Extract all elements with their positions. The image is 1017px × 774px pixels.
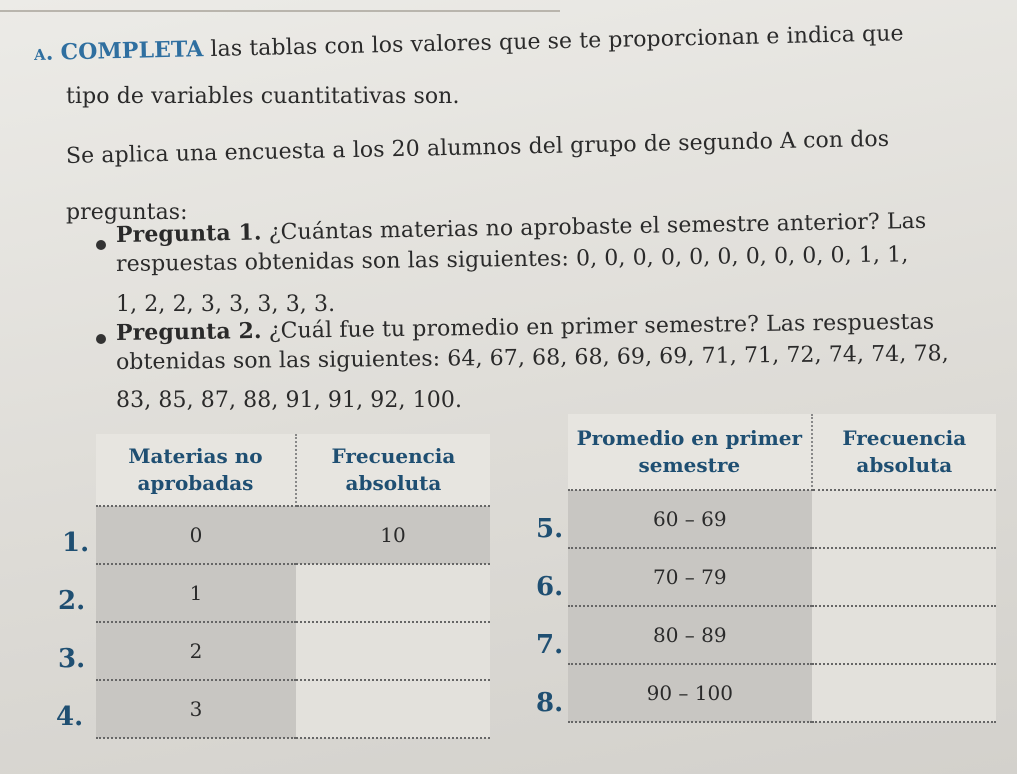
table-header-row [568,414,996,490]
table-row [568,548,996,606]
pregunta2-label: Pregunta 2. [115,317,262,346]
table-row [568,490,996,548]
row-number: 5. [536,514,564,544]
intro-line-2: preguntas: [66,200,188,225]
header-frecuencia: Frecuencia absoluta [296,434,490,506]
header-materias: Materias no aprobadas [96,434,296,506]
cell-frequency[interactable] [812,606,996,664]
row-number: 4. [56,702,84,732]
table-materias [96,434,490,739]
bullet-icon [96,240,106,250]
instruction-line-1 [34,20,904,66]
table-row [96,680,490,738]
pregunta2-text: ¿Cuál fue tu promedio en primer semestre? Las respuestas [261,309,935,344]
cell-frequency[interactable]: 10 [296,506,490,564]
pregunta1-text: ¿Cuántas materias no aprobaste el semestre anterior? Las [261,208,927,246]
instruction-letter: a. [33,39,54,66]
pregunta1-line-2: respuestas obtenidas son las siguientes: 0, 0, 0, 0, 0, 0, 0, 0, 0, 0, 1, 1, [115,242,909,277]
table-row [96,622,490,680]
row-number: 3. [58,644,86,674]
row-number: 2. [58,586,86,616]
table-row [568,606,996,664]
cell-frequency[interactable] [296,680,490,738]
cell-frequency[interactable] [296,564,490,622]
pregunta1-line-3: 1, 2, 2, 3, 3, 3, 3, 3. [116,292,336,317]
top-rule [0,10,560,12]
cell-value: 3 [96,680,296,738]
cell-value: 80 – 89 [568,606,812,664]
table-row [96,506,490,564]
instruction-keyword: COMPLETA [60,36,204,66]
cell-frequency[interactable] [812,548,996,606]
table-header-row [96,434,490,506]
cell-value: 90 – 100 [568,664,812,722]
cell-frequency[interactable] [296,622,490,680]
cell-frequency[interactable] [812,490,996,548]
row-number: 6. [536,572,564,602]
pregunta1-label: Pregunta 1. [115,219,262,248]
pregunta2-line-2: obtenidas son las siguientes: 64, 67, 68, 68, 69, 69, 71, 71, 72, 74, 74, 78, [115,341,949,375]
row-number: 1. [62,528,90,558]
pregunta1-line-1 [116,208,927,248]
table-row [96,564,490,622]
cell-value: 60 – 69 [568,490,812,548]
table-promedio [568,414,996,723]
cell-frequency[interactable] [812,664,996,722]
instruction-text: las tablas con los valores que se te proporcionan e indica que [203,21,904,63]
header-frecuencia: Frecuencia absoluta [812,414,996,490]
table-row [568,664,996,722]
row-number: 8. [536,688,564,718]
pregunta2-line-3: 83, 85, 87, 88, 91, 91, 92, 100. [116,388,463,413]
intro-line-1: Se aplica una encuesta a los 20 alumnos del grupo de segundo A con dos [65,126,890,169]
cell-value: 2 [96,622,296,680]
cell-value: 0 [96,506,296,564]
row-number: 7. [536,630,564,660]
cell-value: 70 – 79 [568,548,812,606]
instruction-line-2: tipo de variables cuantitativas son. [66,84,460,109]
bullet-icon [96,334,106,344]
header-promedio: Promedio en primer semestre [568,414,812,490]
cell-value: 1 [96,564,296,622]
